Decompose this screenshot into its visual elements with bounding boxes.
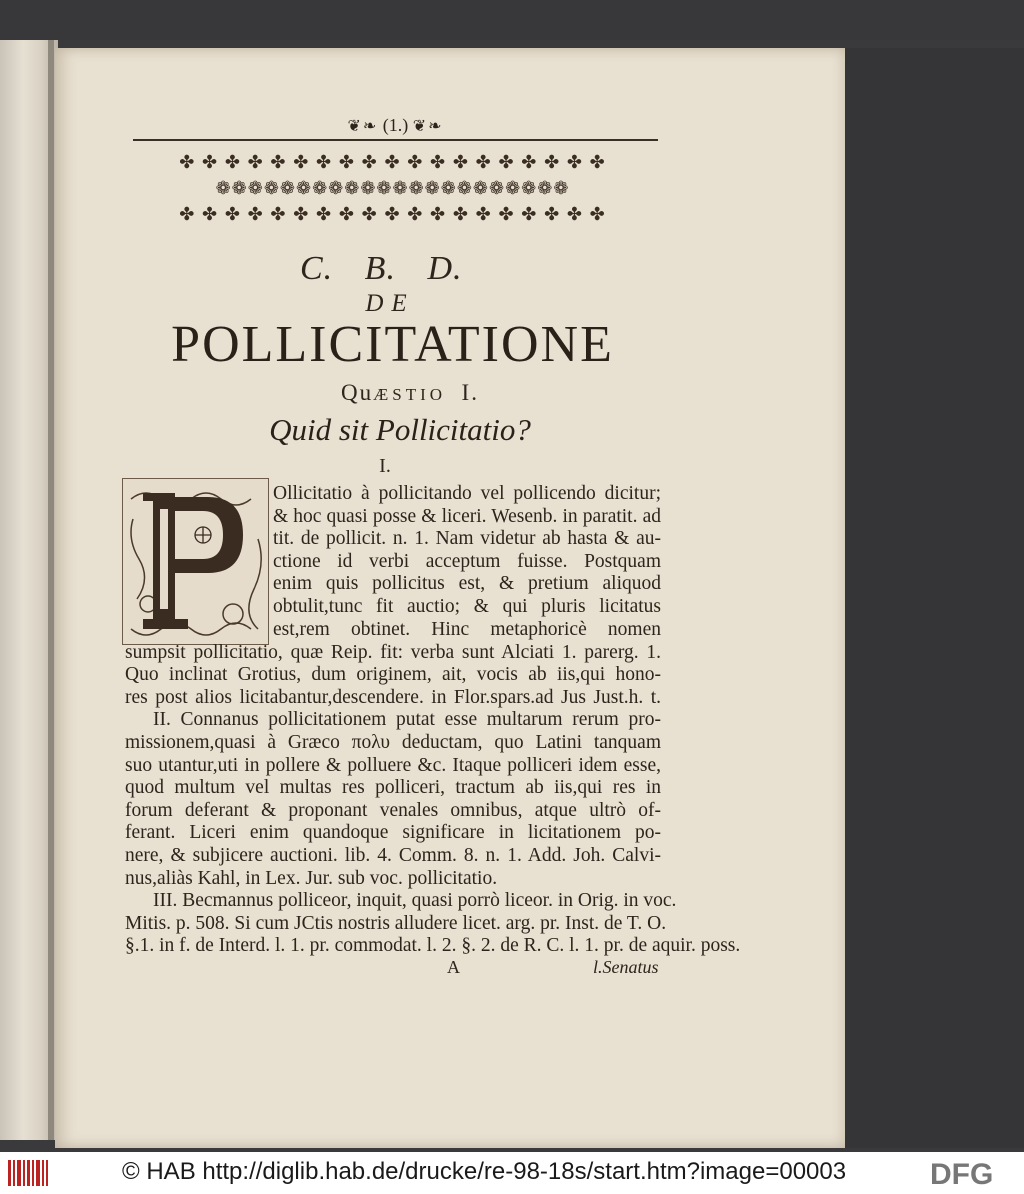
text-line: forum deferant & proponant venales omnibus, atque ultrò of- xyxy=(125,799,661,821)
section-number: I. xyxy=(379,455,391,477)
ornament-row-middle: ❁❁❁❁❁❁❁❁❁❁❁❁❁❁❁❁❁❁❁❁❁❁ xyxy=(215,178,570,199)
ornament-row-top: ✤ ✤ ✤ ✤ ✤ ✤ ✤ ✤ ✤ ✤ ✤ ✤ ✤ ✤ ✤ ✤ ✤ ✤ ✤ xyxy=(179,152,606,173)
bleed-through-text xyxy=(2,170,46,500)
title-de: DE xyxy=(365,290,415,317)
text-line: res post alios licitabantur,descendere. in Flor.spars.ad Jus Just.h. t. xyxy=(125,686,661,708)
paragraph-one-first-lines xyxy=(273,483,661,619)
dfg-logo xyxy=(930,1158,1018,1188)
signature-mark: A xyxy=(447,957,460,977)
question-heading xyxy=(310,380,510,406)
footer-bar xyxy=(0,1152,1024,1194)
running-head xyxy=(133,113,658,141)
scanner-background-right xyxy=(845,48,1024,1148)
question-prefix: Qu xyxy=(341,380,374,405)
text-line: III. Becmannus polliceor, inquit, quasi porrò liceor. in Orig. in voc. xyxy=(153,890,677,912)
text-line: suo utantur,uti in pollere & polluere &c. Itaque polliceri idem esse, xyxy=(125,754,661,776)
question-smallcaps: ÆSTIO xyxy=(373,385,447,404)
question-number: I. xyxy=(461,380,479,405)
invocation-initials: C. B. D. xyxy=(300,250,463,287)
page-label: (1.) xyxy=(382,115,409,135)
catchword: l.Senatus xyxy=(593,957,659,977)
headpiece-ornament xyxy=(125,150,660,230)
scanner-background-top xyxy=(0,0,1024,40)
body-text xyxy=(125,619,741,958)
text-line: tit. de pollicit. n. 1. Nam videtur ab hasta & au- xyxy=(273,528,661,550)
dfg-logo-text: DFG xyxy=(930,1158,994,1188)
fleuron-left-icon: ❦❧ xyxy=(347,118,379,135)
text-line: ferant. Liceri enim quandoque significare in licitationem po- xyxy=(125,822,661,844)
text-line: obtulit,tunc fit auctio; & qui pluris licitatus xyxy=(273,595,661,617)
text-line: Ollicitatio à pollicitando vel pollicendo dicitur; xyxy=(273,483,661,504)
main-title: POLLICITATIONE xyxy=(171,316,614,373)
text-line: Mitis. p. 508. Si cum JCtis nostris alludere licet. arg. pr. Inst. de T. O. xyxy=(125,912,667,934)
text-line: missionem,quasi à Græco πολυ deductam, quo Latini tanquam xyxy=(125,731,661,753)
subtitle: Quid sit Pollicitatio? xyxy=(269,412,531,447)
adjacent-page-edge xyxy=(0,40,58,1140)
ornament-row-bottom: ✤ ✤ ✤ ✤ ✤ ✤ ✤ ✤ ✤ ✤ ✤ ✤ ✤ ✤ ✤ ✤ ✤ ✤ ✤ xyxy=(179,204,606,225)
text-line: est,rem obtinet. Hinc metaphoricè nomen xyxy=(273,619,661,640)
text-line: Quo inclinat Grotius, dum originem, ait, vocis ab iis,qui hono- xyxy=(125,664,661,686)
fleuron-right-icon: ❦❧ xyxy=(412,118,444,135)
text-line: enim quis pollicitus est, & pretium aliquod xyxy=(273,573,661,595)
barcode-icon xyxy=(8,1160,48,1186)
text-line: II. Connanus pollicitationem putat esse multarum rerum pro- xyxy=(153,709,661,731)
text-line: quod multum vel multas res polliceri, tractum ab iis,qui res in xyxy=(125,777,661,799)
copyright-link[interactable]: © HAB http://diglib.hab.de/drucke/re-98-18s/start.htm?image=00003 xyxy=(122,1158,847,1185)
text-line: §.1. in f. de Interd. l. 1. pr. commodat. l. 2. §. 2. de R. C. l. 1. pr. de aquir. poss. xyxy=(125,935,741,957)
text-line: ctione id verbi acceptum fuisse. Postquam xyxy=(273,550,661,572)
text-line: sumpsit pollicitatio, quæ Reip. fit: verba sunt Alciati 1. parerg. 1. xyxy=(125,641,661,663)
text-line: nus,aliàs Kahl, in Lex. Jur. sub voc. pollicitatio. xyxy=(125,867,498,889)
text-line: nere, & subjicere auctioni. lib. 4. Comm. 8. n. 1. Add. Joh. Calvi- xyxy=(125,844,661,866)
text-line: & hoc quasi posse & liceri. Wesenb. in paratit. ad xyxy=(273,505,661,527)
